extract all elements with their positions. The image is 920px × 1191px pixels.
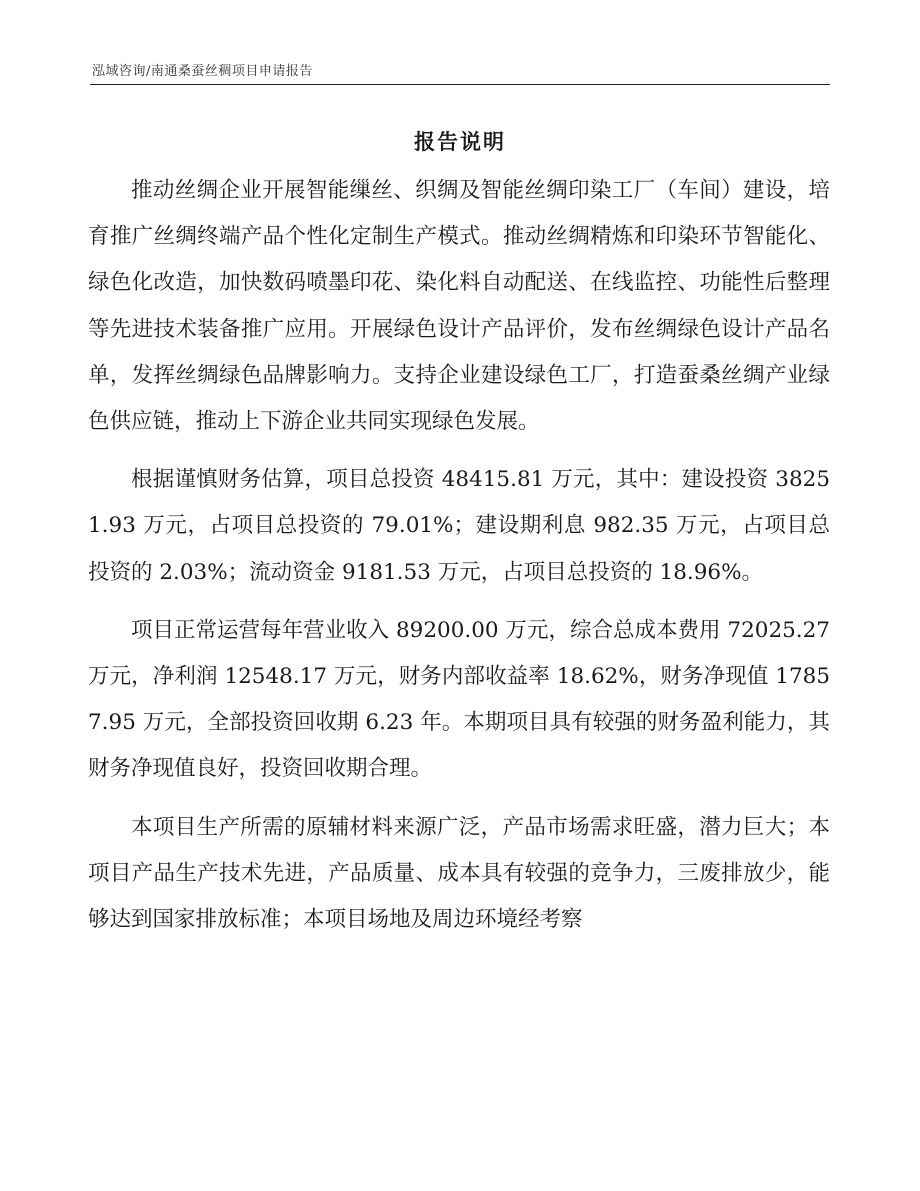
- paragraph-revenue: 项目正常运营每年营业收入 89200.00 万元，综合总成本费用 72025.27 万元，净利润 12548.17 万元，财务内部收益率 18.62%，财务净现值 17857.95 万元，全部投资回收期 6.23 年。本期项目具有较强的财务盈利能力，其财务净现值良好，投资回收期合理。: [88, 617, 830, 782]
- page-title: 报告说明: [414, 129, 506, 154]
- paragraph-feasibility: 本项目生产所需的原辅材料来源广泛，产品市场需求旺盛，潜力巨大；本项目产品生产技术先进，产品质量、成本具有较强的竞争力，三废排放少，能够达到国家排放标准；本项目场地及周边环境经考察: [88, 814, 830, 933]
- body-text: [88, 168, 830, 955]
- running-header: 泓域咨询/南通桑蚕丝稠项目申请报告: [92, 64, 313, 79]
- paragraph-intro: 推动丝绸企业开展智能缫丝、织绸及智能丝绸印染工厂（车间）建设，培育推广丝绸终端产品个性化定制生产模式。推动丝绸精炼和印染环节智能化、绿色化改造，加快数码喷墨印花、染化料自动配送、在线监控、功能性后整理等先进技术装备推广应用。开展绿色设计产品评价，发布丝绸绿色设计产品名单，发挥丝绸绿色品牌影响力。支持企业建设绿色工厂，打造蚕桑丝绸产业绿色供应链，推动上下游企业共同实现绿色发展。: [88, 178, 830, 435]
- paragraph-investment: 根据谨慎财务估算，项目总投资 48415.81 万元，其中：建设投资 38251.93 万元，占项目总投资的 79.01%；建设期利息 982.35 万元，占项目总投资的 2.03%；流动资金 9181.53 万元，占项目总投资的 18.96%。: [88, 467, 830, 585]
- header-divider: [90, 84, 830, 85]
